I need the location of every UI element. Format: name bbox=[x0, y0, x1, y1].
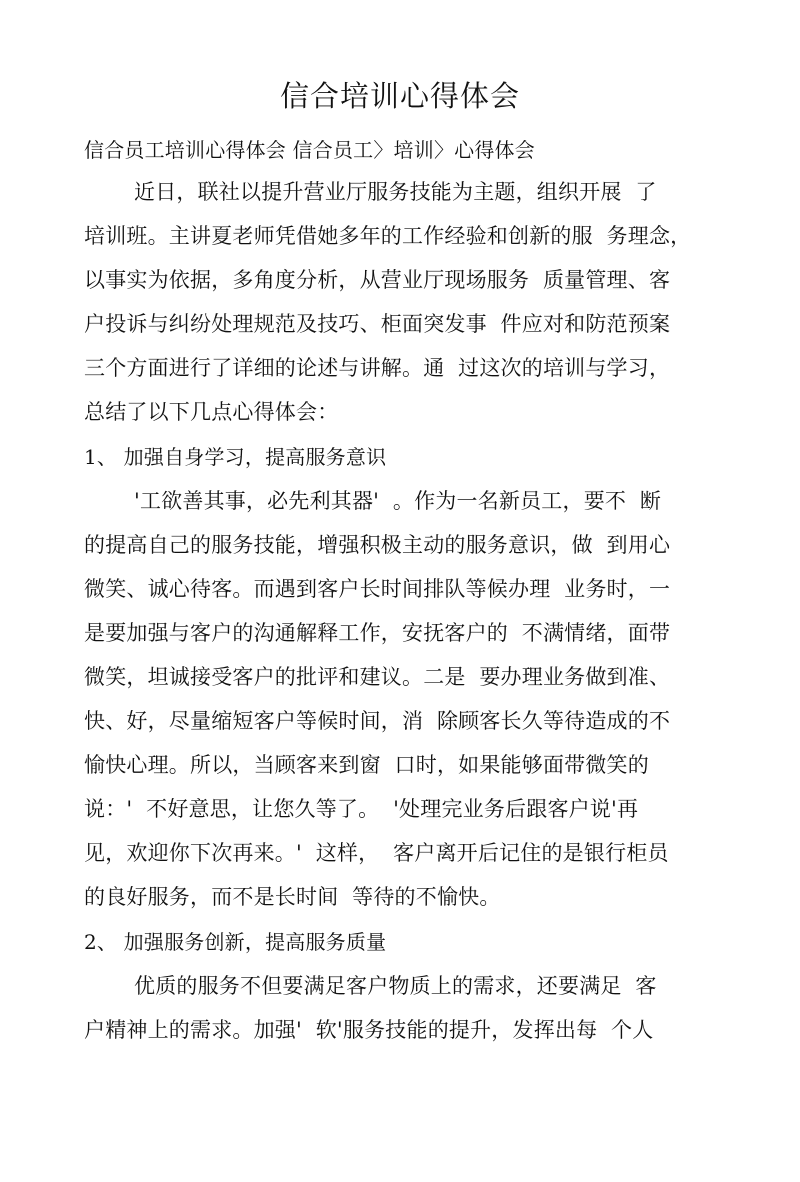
paragraph-line: 愉快心理。所以，当顾客来到窗 口时，如果能够面带微笑的 bbox=[84, 753, 649, 777]
section-heading: 1、 加强自身学习，提高服务意识 bbox=[84, 445, 387, 469]
paragraph-line: 的提高自己的服务技能，增强积极主动的服务意识，做 到用心 bbox=[84, 533, 671, 557]
paragraph-line: 微笑、诚心待客。而遇到客户长时间排队等候办理 业务时，一 bbox=[84, 577, 671, 601]
paragraph-line: 以事实为依据，多角度分析，从营业厅现场服务 质量管理、客 bbox=[84, 268, 671, 292]
document-title: 信合培训心得体会 bbox=[279, 79, 520, 113]
paragraph-line: 见，欢迎你下次再来。' 这样， 客户离开后记住的是银行柜员 bbox=[84, 841, 669, 865]
paragraph-line: 户投诉与纠纷处理规范及技巧、柜面突发事 件应对和防范预案 bbox=[84, 312, 671, 336]
paragraph-line: 快、好，尽量缩短客户等候时间，消 除顾客长久等待造成的不 bbox=[84, 709, 671, 733]
paragraph-line: 户精神上的需求。加强' 软'服务技能的提升，发挥出每 个人 bbox=[84, 1018, 654, 1042]
paragraph-line: 说：' 不好意思，让您久等了。 '处理完业务后跟客户说'再 bbox=[84, 797, 639, 821]
paragraph-line: 三个方面进行了详细的论述与讲解。通 过这次的培训与学习， bbox=[84, 356, 671, 380]
paragraph-line: 的良好服务，而不是长时间 等待的不愉快。 bbox=[84, 885, 501, 909]
paragraph-line: 微笑，坦诚接受客户的批评和建议。二是 要办理业务做到准、 bbox=[84, 665, 671, 689]
paragraph-line: '工欲善其事，必先利其器' 。作为一名新员工，要不 断 bbox=[134, 489, 662, 513]
document-subtitle: 信合员工培训心得体会 信合员工〉培训〉心得体会 bbox=[84, 138, 535, 162]
paragraph-line: 培训班。主讲夏老师凭借她多年的工作经验和创新的服 务理念， bbox=[84, 224, 692, 248]
paragraph-line: 近日，联社以提升营业厅服务技能为主题，组织开展 了 bbox=[134, 180, 657, 204]
paragraph-line: 优质的服务不但要满足客户物质上的需求，还要满足 客 bbox=[134, 974, 657, 998]
paragraph-line: 总结了以下几点心得体会： bbox=[84, 400, 339, 424]
section-heading: 2、 加强服务创新，提高服务质量 bbox=[84, 930, 387, 954]
paragraph-line: 是要加强与客户的沟通解释工作，安抚客户的 不满情绪，面带 bbox=[84, 621, 671, 645]
